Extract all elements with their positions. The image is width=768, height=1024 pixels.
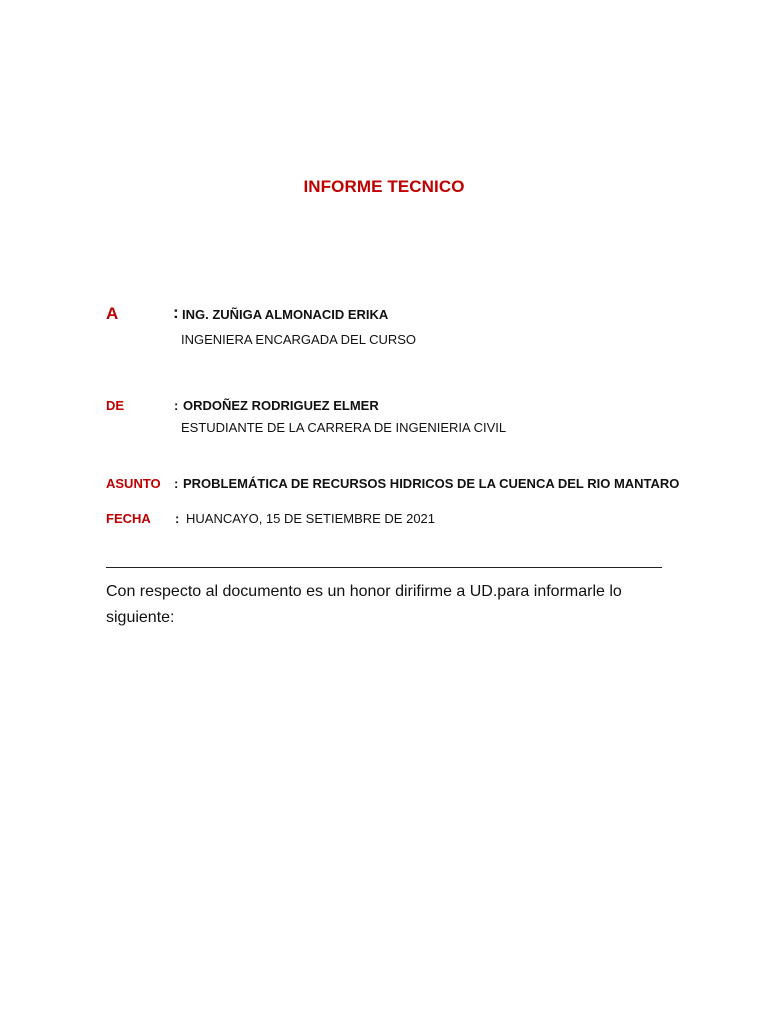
sender-name: ORDOÑEZ RODRIGUEZ ELMER [183,398,379,413]
sender-colon: : [174,398,179,413]
date-row [106,511,706,533]
subject-row [106,476,706,498]
sender-row [106,398,706,420]
subject-colon: : [174,476,179,491]
recipient-row [106,303,706,329]
sender-role: ESTUDIANTE DE LA CARRERA DE INGENIERIA CIVIL [181,420,507,435]
sender-label: DE [106,398,125,413]
date-label: FECHA [106,511,151,526]
recipient-role: INGENIERA ENCARGADA DEL CURSO [181,332,417,347]
recipient-colon: : [173,303,179,322]
document-title: INFORME TECNICO [303,177,465,196]
date-colon: : [175,511,180,526]
date-value: HUANCAYO, 15 DE SETIEMBRE DE 2021 [186,511,436,526]
header-divider [106,567,662,568]
recipient-label: A [106,304,119,323]
recipient-name: ING. ZUÑIGA ALMONACID ERIKA [182,307,389,322]
body-paragraph: Con respecto al documento es un honor dirifirme a UD.para informarle lo siguiente: [106,583,622,626]
subject-label: ASUNTO [106,476,161,491]
subject-value: PROBLEMÁTICA DE RECURSOS HIDRICOS DE LA CUENCA DEL RIO MANTARO [183,476,680,491]
